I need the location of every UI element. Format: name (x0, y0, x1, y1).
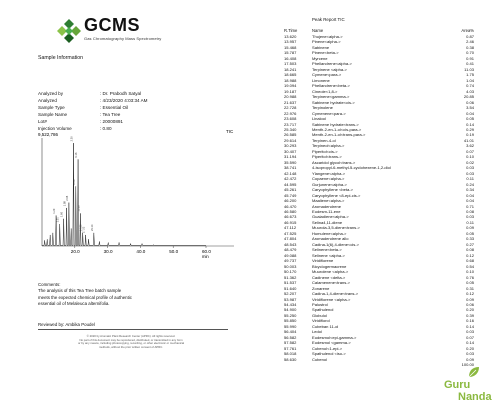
cell-area: 0.03 (466, 351, 474, 357)
cell-area: 0.14 (466, 121, 474, 127)
cell-area: 0.71 (466, 203, 474, 209)
cell-name: Cadina-1(6),4-diene<cis-> (312, 241, 360, 247)
cell-name: Globulol (312, 312, 327, 318)
peak-point (47, 239, 48, 240)
cell-name (306, 362, 454, 367)
leaf-icon (468, 366, 480, 378)
chromatogram-chart (36, 128, 238, 260)
chart-x-ticks (71, 246, 212, 259)
cell-area: 0.54 (466, 263, 474, 269)
copyright (56, 335, 206, 349)
cell-rtime: 18.241 (284, 66, 297, 72)
peak-label: 1.88 (63, 201, 67, 207)
peak-table (284, 34, 474, 368)
cell-area: 0.31 (466, 285, 474, 291)
cell-area: 0.05 (466, 116, 474, 122)
cell-rtime: 13.620 (284, 34, 297, 39)
sample-info-row (38, 111, 148, 118)
cell-name: Muurolene <alpha-> (312, 269, 349, 275)
peak-point (153, 245, 154, 246)
peak-point (78, 159, 79, 160)
cell-rtime: 55.850 (284, 318, 297, 324)
cell-name: Eudesm-11-ene (312, 209, 341, 214)
peak-point (85, 235, 86, 236)
tic-trace (42, 143, 206, 245)
cell-name: Terpinene <alpha-> (312, 66, 347, 72)
cell-area: 0.05 (466, 280, 474, 286)
cell-name: Phellandrene<beta-> (312, 83, 350, 89)
peak-point (75, 186, 76, 187)
cell-rtime: 57.761 (284, 345, 297, 351)
peak-point (56, 215, 57, 216)
cell-area: 0.02 (466, 159, 474, 165)
cell-rtime: 48.479 (284, 247, 297, 253)
cell-area: 2.46 (466, 39, 474, 45)
cell-name: Zonarene (312, 285, 330, 291)
cell-area: 0.04 (466, 192, 474, 198)
cell-rtime: 47.112 (284, 225, 297, 231)
peak-point (44, 240, 45, 241)
cell-name: Caryophyllene <8-epi-cis-> (312, 192, 361, 198)
info-value: : Essential Oil (100, 105, 129, 111)
col-name: Name (312, 28, 324, 33)
cell-area: 0.20 (466, 307, 474, 313)
cell-name: Terpinene<gamma-> (312, 94, 350, 100)
cell-rtime: 15.787 (284, 50, 297, 56)
cell-rtime: 19.094 (284, 83, 297, 89)
chart-axes (42, 138, 234, 246)
cell-rtime: 23.717 (284, 121, 297, 127)
max-intensity-label: 9,522,786 (38, 132, 59, 137)
cell-name: Selinene <alpha-> (312, 252, 345, 258)
cell-rtime: 47.804 (284, 236, 297, 242)
peak-point (119, 242, 120, 243)
cell-rtime: 56.404 (284, 329, 297, 335)
peak-point (59, 224, 60, 225)
cell-rtime: 48.543 (284, 241, 297, 247)
cell-name: Limonene (312, 77, 330, 83)
info-value: : 0.80 (100, 126, 112, 132)
cell-rtime: 46.580 (284, 209, 297, 214)
cell-name: Caryophyllene <beta-> (312, 187, 353, 193)
cell-area: 0.09 (466, 356, 474, 362)
cell-name: Cubeban 11-ol (312, 323, 339, 329)
sample-info-row (38, 90, 148, 97)
x-tick-label: 60.0 (202, 249, 211, 254)
section-title: Sample Information (38, 55, 83, 61)
comments-line: essential oil of Melaleuca alternifolia. (38, 300, 110, 306)
cell-rtime: 49.088 (284, 252, 297, 258)
cell-name: Cadina-1,4-diene<trans-> (312, 291, 359, 297)
comments-line: meets the expected chemical profile of authentic (38, 294, 132, 300)
cell-name: Eudesmol <gamma-> (312, 340, 351, 346)
peak-report-title: Peak Report TIC (312, 17, 345, 22)
cell-area: 0.12 (466, 291, 474, 297)
cell-area: 0.11 (466, 219, 474, 225)
cell-name: Piperitol<cis-> (312, 148, 338, 154)
peak-label: 9.16 (75, 152, 79, 158)
cell-rtime: 51.362 (284, 274, 297, 280)
peak-point (88, 239, 89, 240)
cell-area: 0.04 (466, 110, 474, 116)
cell-name: Cubenol (312, 356, 328, 362)
cell-rtime: 15.468 (284, 44, 297, 50)
peak-point (50, 235, 51, 236)
sample-info-row (38, 97, 148, 104)
cell-name: Bicyclogermacrene (312, 263, 347, 269)
cell-name: Selina4,11-diene (312, 219, 343, 225)
peak-point (71, 228, 72, 229)
cell-name: Ledol (312, 329, 322, 335)
cell-name: Spathulenol (312, 307, 334, 313)
cell-name: Copaene<alpha-> (312, 176, 345, 182)
cell-rtime: 54.434 (284, 301, 297, 307)
peak-point (69, 202, 70, 203)
cell-name: Muurola-3,5-diene<trans-> (312, 225, 360, 231)
cell-name: Selinene<beta-> (312, 247, 342, 253)
col-rtime: R.Time (284, 28, 298, 33)
cell-rtime: 58.018 (284, 351, 297, 357)
cell-rtime: 47.525 (284, 230, 297, 236)
copyright-line: © 2020 by Aromatic Plant Research Center (APRC). All rights reserved. (86, 334, 176, 338)
cell-name: Cymene<para-> (312, 72, 342, 78)
copyright-line: No part of this document may be reproduced, distributed, or transmitted in any form (79, 337, 183, 342)
cell-rtime: 38.741 (284, 165, 297, 171)
cell-name: Calamenene<trans-> (312, 280, 351, 286)
peak-label: 2.54 (72, 179, 76, 185)
cell-rtime: 30.293 (284, 143, 297, 149)
cell-rtime: 18.988 (284, 77, 297, 83)
copyright-line: methods, without the prior written consent of APRC. (98, 344, 164, 349)
cell-area: 0.07 (466, 148, 474, 154)
cell-area: 0.14 (466, 340, 474, 346)
peak-point (130, 243, 131, 244)
cell-name: Pinene<alpha-> (312, 39, 341, 45)
cell-area: 0.08 (466, 247, 474, 253)
brand-subtitle: Gas Chromatography Mass Spectrometry (84, 36, 162, 41)
cell-area: 3.54 (466, 105, 474, 111)
tic-label: TIC (226, 129, 234, 134)
x-tick-label: 40.0 (136, 249, 146, 254)
peak-point (63, 219, 64, 220)
peak-label: 1.29 (53, 208, 57, 214)
sample-info (38, 90, 148, 133)
peak-point (108, 242, 109, 243)
cell-rtime: 54.900 (284, 307, 297, 313)
comments (38, 282, 228, 307)
peak-label: 1.66 (60, 211, 64, 217)
cell-area: 20.85 (463, 94, 474, 100)
cell-name: Cadinene <delta-> (312, 274, 346, 280)
info-key: Analyzed by (38, 91, 64, 96)
cell-rtime: 29.614 (284, 137, 297, 143)
cell-area: 41.01 (463, 137, 474, 143)
cell-rtime: 17.503 (284, 61, 297, 67)
cell-rtime: 51.640 (284, 285, 297, 291)
cell-area: 0.34 (466, 187, 474, 193)
cell-area: 0.91 (466, 55, 474, 61)
cell-rtime: 55.990 (284, 323, 297, 329)
cell-name: Viridiflorol (312, 318, 330, 324)
cell-area: 0.03 (466, 165, 474, 171)
cell-area: 3.62 (466, 143, 474, 149)
cell-area: 0.11 (466, 176, 474, 182)
info-value: : Tea Tree (100, 112, 121, 118)
info-value: : Dr. Prabodh Satyal (100, 91, 142, 96)
cell-rtime: 42.148 (284, 170, 297, 176)
cell-name: Maaliene<alpha-> (312, 198, 345, 204)
cell-rtime: 46.200 (284, 198, 297, 204)
info-key: Analyzed (38, 98, 57, 104)
cell-rtime: 49.737 (284, 258, 297, 264)
cell-name: Gurjunene<alpha-> (312, 181, 347, 187)
info-key: Lot# (38, 119, 47, 125)
peak-point (93, 233, 94, 234)
cell-area: 0.74 (466, 83, 474, 89)
peak-label: 2.30 (70, 136, 74, 142)
cell-area: 0.12 (466, 252, 474, 258)
cell-rtime: 22.728 (284, 105, 297, 111)
peak-label: 17.52 (82, 226, 86, 234)
cell-area: 1.04 (466, 77, 474, 83)
cell-name: Menth-2-en-1-ol<trans-para-> (312, 132, 366, 138)
cell-rtime: 22.976 (284, 110, 297, 116)
peak-label: 1.51 (56, 217, 60, 223)
info-key: Sample Name (38, 112, 68, 118)
sample-info-row (38, 104, 148, 111)
cell-area: 0.38 (466, 44, 474, 50)
cell-rtime: 46.915 (284, 219, 297, 225)
x-tick-label: 30.0 (103, 249, 113, 254)
cell-area: 0.03 (466, 329, 474, 335)
sample-info-row (38, 118, 148, 125)
cell-rtime: 53.987 (284, 296, 297, 302)
cell-rtime: 26.585 (284, 132, 297, 138)
x-tick-label: 50.0 (169, 249, 179, 254)
x-tick-label: 20.0 (70, 249, 80, 254)
cell-area: 11.03 (464, 66, 474, 72)
cell-area: 0.70 (466, 50, 474, 56)
cell-name: Cubenol<1-epi-> (312, 345, 343, 351)
cell-area: 0.24 (466, 181, 474, 187)
cell-area: 0.33 (466, 236, 474, 242)
peak-label: 23.14 (90, 224, 94, 232)
cell-area: 0.27 (466, 241, 474, 247)
cell-area: 0.16 (466, 318, 474, 324)
cell-rtime: 42.472 (284, 176, 297, 182)
cell-rtime: 52.207 (284, 291, 297, 297)
cell-rtime: 51.537 (284, 280, 297, 286)
cell-name: Pinene<beta-> (312, 50, 339, 56)
watermark-line1: Guru (444, 379, 471, 391)
cell-area: 0.14 (466, 323, 474, 329)
reviewed-by: Reviewed by: Ambika Poudel (38, 322, 95, 327)
cell-area: 0.10 (466, 154, 474, 160)
watermark-line2: Nanda (458, 391, 492, 403)
cell-rtime: 55.250 (284, 312, 297, 318)
cell-name: Menth-2-en-1-ol<cis-para-> (312, 126, 362, 132)
cell-rtime: 46.673 (284, 214, 297, 220)
cell-name: Eudesmol<epi-gamma-> (312, 334, 357, 340)
guru-nanda-logo (444, 364, 494, 408)
cell-rtime: 45.261 (284, 187, 297, 193)
cell-name: Cineole<1,8-> (312, 88, 338, 94)
cell-rtime: 56.582 (284, 334, 297, 340)
cell-rtime: 30.407 (284, 148, 297, 154)
brand-title: GCMS (84, 15, 140, 35)
cell-rtime: 16.408 (284, 55, 297, 61)
cell-rtime: 25.340 (284, 126, 297, 132)
cell-rtime: 23.608 (284, 116, 297, 122)
cell-rtime: 19.187 (284, 88, 297, 94)
cell-area: 0.03 (466, 214, 474, 220)
peak-point (99, 241, 100, 242)
peak-point (80, 213, 81, 214)
cell-name: Humulene<alpha-> (312, 230, 347, 236)
cell-name: Sabinene (312, 44, 330, 50)
cell-name: Piperitol<trans-> (312, 154, 342, 160)
peak-point (52, 233, 53, 234)
peak-point (66, 208, 67, 209)
cell-rtime: 57.582 (284, 340, 297, 346)
cell-rtime: 44.595 (284, 181, 297, 187)
cell-area: 0.06 (466, 99, 474, 105)
cell-area: 0.03 (466, 170, 474, 176)
comments-line: The analysis of this Tea Tree batch sample (38, 288, 122, 294)
cell-rtime: 21.637 (284, 99, 297, 105)
cell-rtime: 35.590 (284, 159, 297, 165)
cell-area: 0.29 (466, 126, 474, 132)
copyright-line: or by any means, including photocopying, recording, or other electronic or mechanical (77, 341, 185, 346)
cell-area: 0.06 (466, 301, 474, 307)
x-tick-unit: min (202, 254, 209, 259)
cell-area: 0.05 (466, 230, 474, 236)
cell-area: 0.09 (466, 225, 474, 231)
cell-name: Phellandrene<alpha-> (312, 61, 352, 67)
cell-name: Viridiflorene <alpha-> (312, 296, 351, 302)
peak-table-header (284, 28, 474, 33)
cell-area: 0.20 (466, 345, 474, 351)
cell-rtime: 31.194 (284, 154, 297, 160)
cell-area: 0.10 (466, 269, 474, 275)
cell-name: Ylangene<alpha-> (312, 170, 346, 176)
cell-rtime: 50.003 (284, 263, 297, 269)
cell-name: Terpinen-4-ol (312, 137, 336, 143)
cell-name: Linalool (312, 116, 326, 122)
gcms-logo-icon (56, 18, 82, 44)
peak-point (73, 143, 74, 144)
cell-area: 100.00 (461, 362, 474, 368)
divider (38, 329, 228, 330)
peak-label: 2.08 (65, 195, 69, 201)
cell-area: 0.04 (466, 198, 474, 204)
col-area: Area% (461, 28, 474, 33)
info-value: : 20000891 (100, 119, 123, 125)
cell-area: 0.08 (466, 209, 474, 214)
cell-area: 0.07 (466, 334, 474, 340)
cell-name: Terpineol<alpha-> (312, 143, 345, 149)
cell-rtime: 46.470 (284, 203, 297, 209)
cell-name: Terpinolene (312, 105, 333, 111)
cell-rtime: 45.749 (284, 192, 297, 198)
cell-rtime: 13.957 (284, 39, 297, 45)
cell-name: Ascaridol glycol<trans-> (312, 159, 356, 165)
peak-label: 14.86 (79, 224, 83, 232)
cell-rtime: 58.630 (284, 356, 297, 362)
cell-name: Thujene<alpha-> (312, 34, 343, 39)
cell-rtime: 20.988 (284, 94, 297, 100)
cell-area: 1.75 (466, 72, 474, 78)
info-key: Sample Type (38, 105, 65, 111)
cell-name: Palustrol (312, 301, 328, 307)
cell-name: Myrcene (312, 55, 328, 61)
cell-name: Cymenene<para-> (312, 110, 346, 116)
cell-area: 0.87 (466, 34, 474, 39)
cell-area: 0.09 (466, 296, 474, 302)
cell-name: Spathulenol <iso-> (312, 351, 346, 357)
cell-rtime: 50.170 (284, 269, 297, 275)
cell-area: 0.19 (466, 132, 474, 138)
cell-name: Aromadendrene allo (312, 236, 349, 242)
chart-peaks (42, 143, 206, 245)
cell-name: Sabinene hydrate<cis-> (312, 99, 355, 105)
peak-point (142, 243, 143, 244)
info-key: Injection Volume (38, 126, 72, 132)
cell-area: 0.41 (466, 61, 474, 67)
cell-area: 0.39 (466, 312, 474, 318)
comments-heading: Comments: (38, 282, 61, 287)
cell-rtime (284, 362, 306, 367)
cell-area: 0.68 (466, 258, 474, 264)
cell-area: 4.03 (466, 88, 474, 94)
cell-name: Guaiadiene<alpha-> (312, 214, 349, 220)
cell-name: Sabinene hydrate<trans-> (312, 121, 359, 127)
cell-rtime: 18.665 (284, 72, 297, 78)
info-value: : 4/23/2020 4:03:34 AM (100, 98, 148, 104)
cell-area: 0.76 (466, 274, 474, 280)
cell-name: Aromadendrene (312, 203, 342, 209)
cell-name: 4-isopropyl-6-methyl-5-cyclohexene-1,2-diol (312, 165, 391, 171)
cell-name: Viridiflorene (312, 258, 334, 264)
peak-label: 11.68 (77, 205, 81, 212)
